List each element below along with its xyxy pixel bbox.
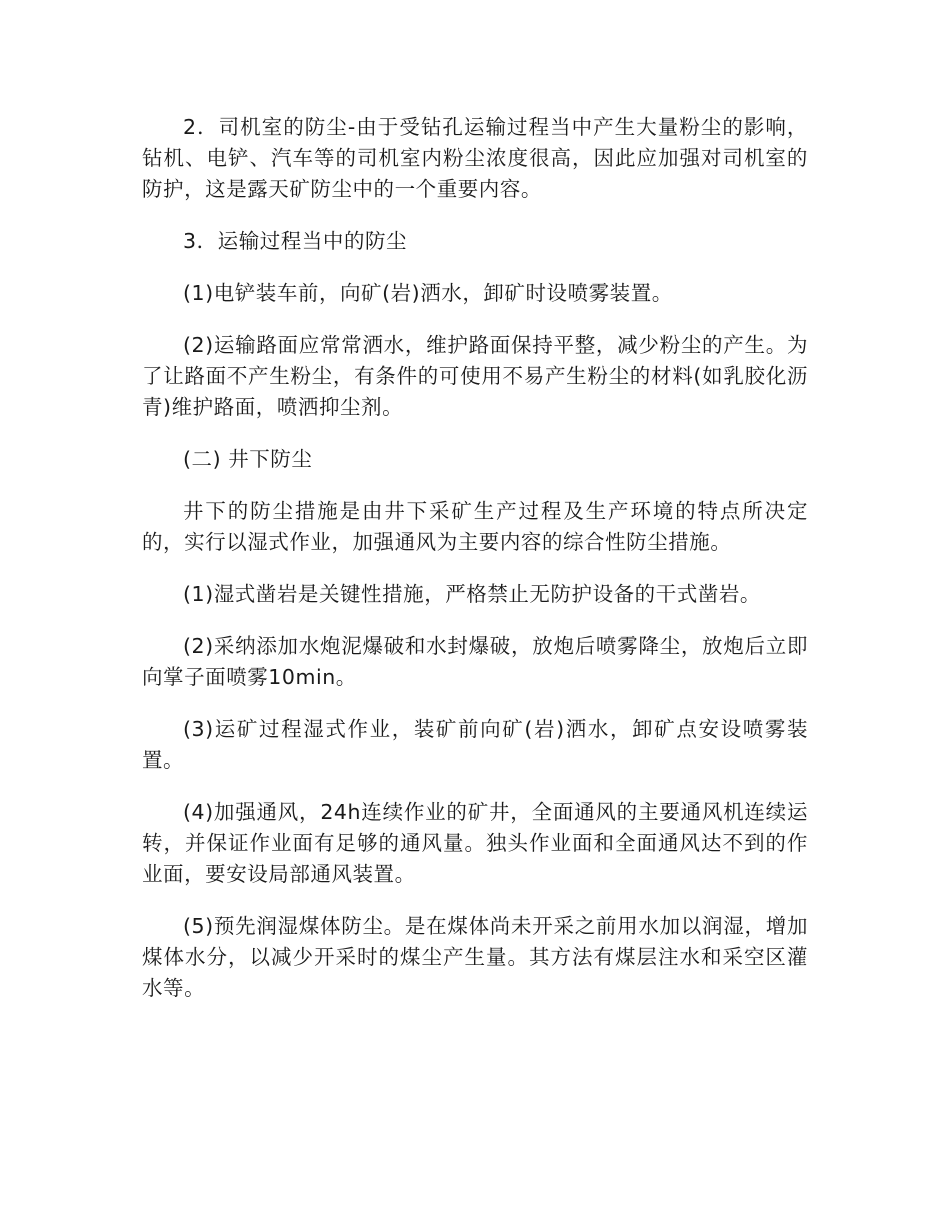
paragraph-ventilation: (4)加强通风，24h连续作业的矿井，全面通风的主要通风机连续运转，并保证作业面有足够的通风量。独头作业面和全面通风达不到的作业面，要安设局部通风装置。 [142,800,808,886]
paragraph-cab-dust-protection: 2．司机室的防尘-由于受钻孔运输过程当中产生大量粉尘的影响，钻机、电铲、汽车等的司机室内粉尘浓度很高，因此应加强对司机室的防护，这是露天矿防尘中的一个重要内容。 [142,115,808,201]
paragraph-ore-transport: (3)运矿过程湿式作业，装矿前向矿(岩)洒水，卸矿点安设喷雾装置。 [142,717,808,772]
document-page [142,112,808,1025]
paragraph-coal-wetting: (5)预先润湿煤体防尘。是在煤体尚未开采之前用水加以润湿，增加煤体水分，以减少开采时的煤尘产生量。其方法有煤层注水和采空区灌水等。 [142,914,808,1000]
heading-transport-dust: 3．运输过程当中的防尘 [183,229,408,253]
paragraph-road-watering: (2)运输路面应常常洒水，维护路面保持平整，减少粉尘的产生。为了让路面不产生粉尘，有条件的可使用不易产生粉尘的材料(如乳胶化沥青)维护路面，喷洒抑尘剂。 [142,333,808,419]
paragraph-underground-measures: 井下的防尘措施是由井下采矿生产过程及生产环境的特点所决定的，实行以湿式作业，加强通风为主要内容的综合性防尘措施。 [142,499,808,554]
paragraph-shovel-loading: (1)电铲装车前，向矿(岩)洒水，卸矿时设喷雾装置。 [183,281,673,305]
heading-underground-dust: (二) 井下防尘 [183,447,313,471]
paragraph-water-stemming: (2)采纳添加水炮泥爆破和水封爆破，放炮后喷雾降尘，放炮后立即向掌子面喷雾10min。 [142,634,808,689]
paragraph-wet-drilling: (1)湿式凿岩是关键性措施，严格禁止无防护设备的干式凿岩。 [183,582,761,606]
